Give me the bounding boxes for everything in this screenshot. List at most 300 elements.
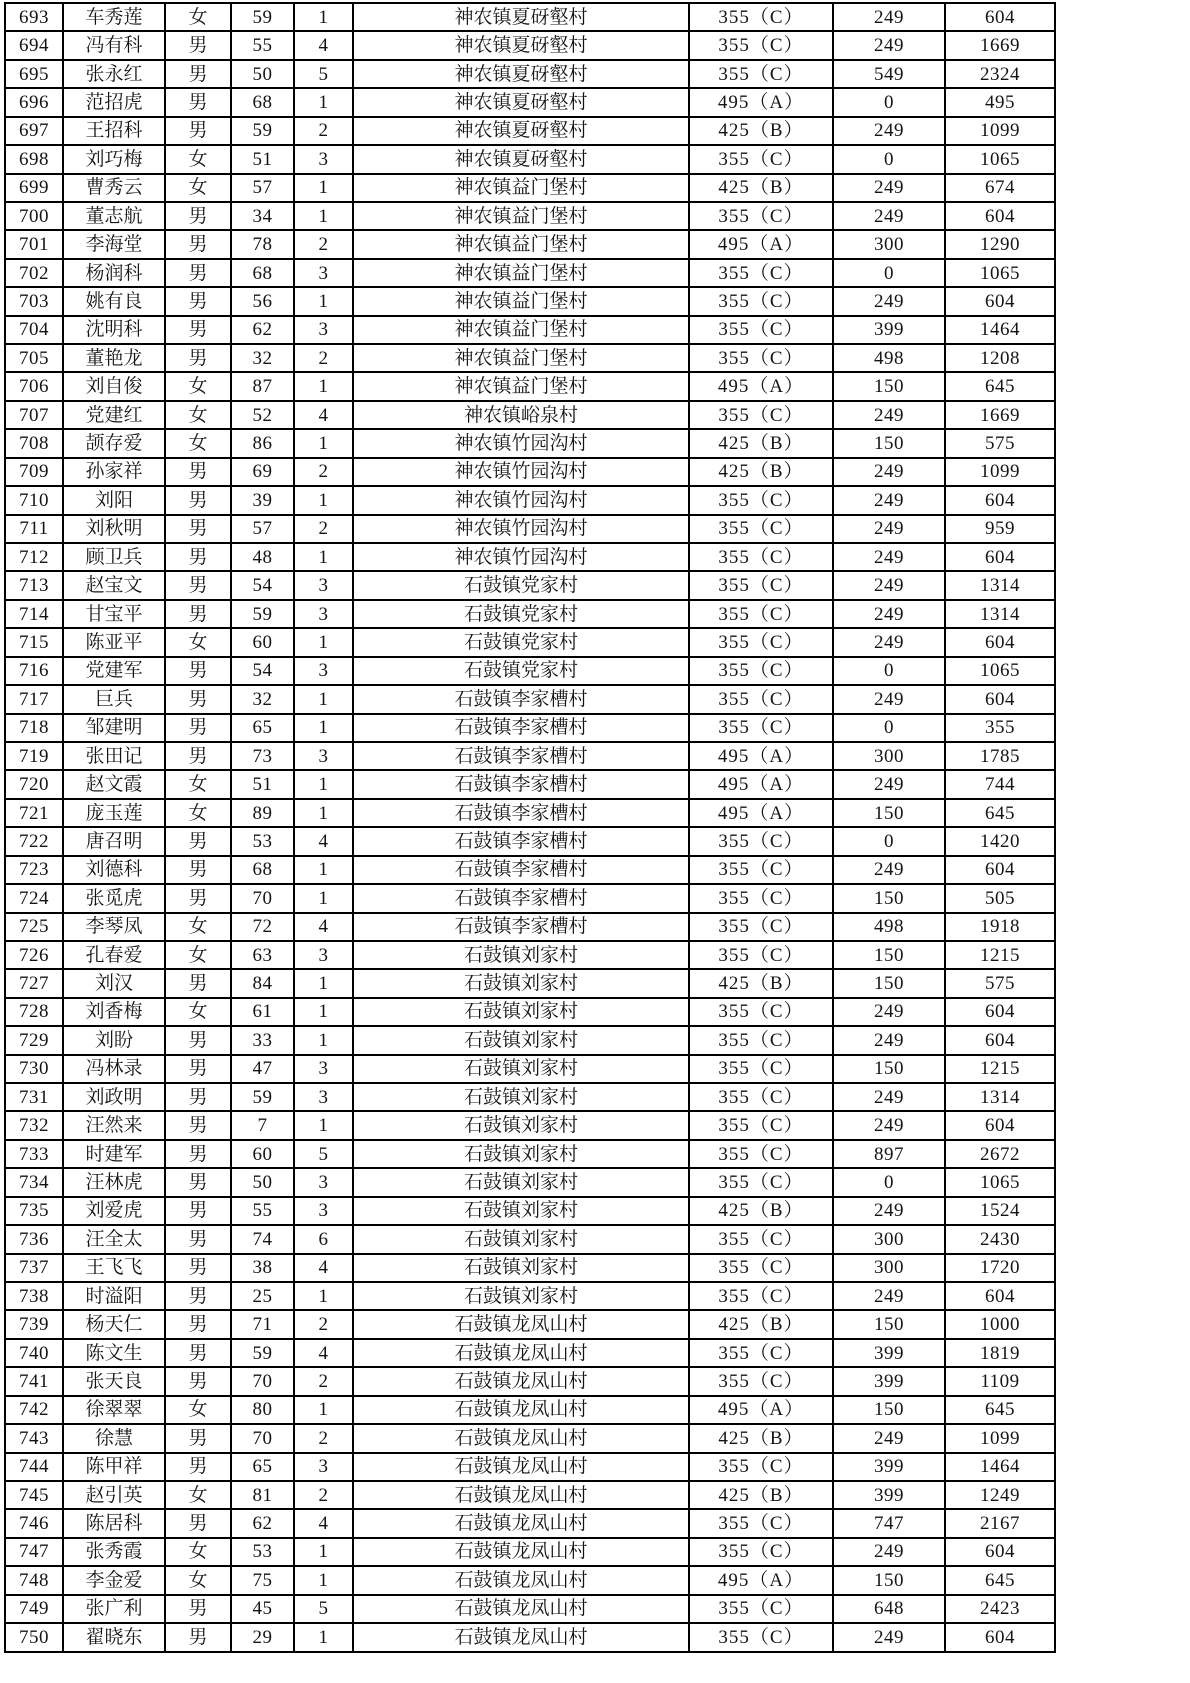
cell-age: 62 (231, 1509, 294, 1537)
table-row (5, 1111, 1055, 1139)
cell-total: 1420 (945, 827, 1055, 855)
cell-count: 3 (294, 145, 353, 173)
cell-village: 神农镇益门堡村 (353, 174, 689, 202)
cell-count: 1 (294, 1396, 353, 1424)
cell-age: 86 (231, 429, 294, 457)
table-row (5, 316, 1055, 344)
cell-grade: 425（B） (689, 174, 833, 202)
cell-gender: 女 (165, 401, 231, 429)
cell-grade: 495（A） (689, 1396, 833, 1424)
cell-count: 3 (294, 1197, 353, 1225)
cell-age: 55 (231, 1197, 294, 1225)
cell-name: 车秀莲 (63, 3, 165, 31)
cell-count: 1 (294, 543, 353, 571)
cell-age: 69 (231, 458, 294, 486)
cell-gender: 男 (165, 117, 231, 145)
cell-grade: 355（C） (689, 1367, 833, 1395)
cell-name: 徐慧 (63, 1424, 165, 1452)
cell-count: 1 (294, 714, 353, 742)
cell-grade: 355（C） (689, 259, 833, 287)
cell-village: 石鼓镇李家槽村 (353, 742, 689, 770)
cell-name: 董艳龙 (63, 344, 165, 372)
cell-count: 3 (294, 1083, 353, 1111)
cell-supplement: 249 (833, 401, 945, 429)
cell-village: 石鼓镇李家槽村 (353, 913, 689, 941)
cell-grade: 355（C） (689, 60, 833, 88)
cell-name: 张觅虎 (63, 884, 165, 912)
cell-gender: 女 (165, 799, 231, 827)
table-row (5, 742, 1055, 770)
cell-index: 747 (5, 1538, 63, 1566)
cell-gender: 男 (165, 486, 231, 514)
table-row (5, 657, 1055, 685)
cell-total: 1249 (945, 1481, 1055, 1509)
cell-grade: 355（C） (689, 1538, 833, 1566)
cell-total: 604 (945, 1538, 1055, 1566)
cell-supplement: 249 (833, 458, 945, 486)
cell-name: 汪林虎 (63, 1168, 165, 1196)
cell-total: 604 (945, 486, 1055, 514)
cell-index: 726 (5, 941, 63, 969)
table-row (5, 174, 1055, 202)
cell-total: 674 (945, 174, 1055, 202)
cell-supplement: 897 (833, 1140, 945, 1168)
cell-age: 60 (231, 628, 294, 656)
cell-grade: 495（A） (689, 1566, 833, 1594)
cell-grade: 355（C） (689, 3, 833, 31)
cell-index: 731 (5, 1083, 63, 1111)
cell-name: 徐翠翠 (63, 1396, 165, 1424)
cell-grade: 495（A） (689, 88, 833, 116)
cell-age: 74 (231, 1225, 294, 1253)
cell-gender: 男 (165, 543, 231, 571)
cell-gender: 男 (165, 1197, 231, 1225)
cell-index: 736 (5, 1225, 63, 1253)
cell-index: 745 (5, 1481, 63, 1509)
cell-name: 陈亚平 (63, 628, 165, 656)
cell-name: 冯林录 (63, 1055, 165, 1083)
cell-village: 石鼓镇龙凤山村 (353, 1310, 689, 1338)
cell-count: 1 (294, 287, 353, 315)
cell-count: 2 (294, 1424, 353, 1452)
cell-count: 1 (294, 685, 353, 713)
cell-total: 1215 (945, 1055, 1055, 1083)
cell-total: 604 (945, 3, 1055, 31)
table-row (5, 1424, 1055, 1452)
cell-grade: 355（C） (689, 1339, 833, 1367)
cell-grade: 425（B） (689, 969, 833, 997)
cell-supplement: 249 (833, 1026, 945, 1054)
cell-age: 48 (231, 543, 294, 571)
cell-index: 709 (5, 458, 63, 486)
cell-index: 702 (5, 259, 63, 287)
cell-age: 52 (231, 401, 294, 429)
table-row (5, 1310, 1055, 1338)
cell-supplement: 150 (833, 1055, 945, 1083)
cell-supplement: 249 (833, 1282, 945, 1310)
table-row (5, 827, 1055, 855)
cell-name: 党建军 (63, 657, 165, 685)
cell-supplement: 0 (833, 259, 945, 287)
cell-gender: 男 (165, 1168, 231, 1196)
cell-supplement: 0 (833, 1168, 945, 1196)
cell-total: 1720 (945, 1254, 1055, 1282)
table-row (5, 429, 1055, 457)
cell-grade: 355（C） (689, 571, 833, 599)
cell-age: 62 (231, 316, 294, 344)
cell-name: 翟晓东 (63, 1623, 165, 1652)
cell-count: 2 (294, 344, 353, 372)
cell-count: 5 (294, 1140, 353, 1168)
cell-village: 石鼓镇李家槽村 (353, 714, 689, 742)
cell-name: 李金爱 (63, 1566, 165, 1594)
cell-gender: 男 (165, 1282, 231, 1310)
cell-village: 神农镇竹园沟村 (353, 429, 689, 457)
cell-age: 51 (231, 770, 294, 798)
cell-name: 张永红 (63, 60, 165, 88)
cell-supplement: 249 (833, 1424, 945, 1452)
cell-village: 石鼓镇龙凤山村 (353, 1367, 689, 1395)
cell-grade: 425（B） (689, 429, 833, 457)
cell-total: 2324 (945, 60, 1055, 88)
cell-grade: 355（C） (689, 685, 833, 713)
cell-total: 604 (945, 1026, 1055, 1054)
cell-index: 718 (5, 714, 63, 742)
cell-count: 1 (294, 429, 353, 457)
cell-total: 604 (945, 1623, 1055, 1652)
cell-age: 60 (231, 1140, 294, 1168)
cell-grade: 355（C） (689, 1083, 833, 1111)
table-row (5, 1538, 1055, 1566)
cell-village: 神农镇夏砑壑村 (353, 117, 689, 145)
cell-age: 70 (231, 1367, 294, 1395)
cell-village: 石鼓镇李家槽村 (353, 884, 689, 912)
cell-supplement: 249 (833, 856, 945, 884)
table-row (5, 941, 1055, 969)
cell-age: 55 (231, 31, 294, 59)
cell-grade: 355（C） (689, 657, 833, 685)
cell-supplement: 150 (833, 969, 945, 997)
cell-count: 3 (294, 259, 353, 287)
cell-gender: 男 (165, 1310, 231, 1338)
cell-index: 744 (5, 1453, 63, 1481)
cell-name: 李海堂 (63, 230, 165, 258)
cell-village: 石鼓镇李家槽村 (353, 770, 689, 798)
cell-village: 神农镇竹园沟村 (353, 515, 689, 543)
cell-total: 1099 (945, 1424, 1055, 1452)
cell-supplement: 300 (833, 230, 945, 258)
cell-gender: 男 (165, 1339, 231, 1367)
cell-name: 曹秀云 (63, 174, 165, 202)
cell-village: 神农镇益门堡村 (353, 372, 689, 400)
cell-name: 董志航 (63, 202, 165, 230)
cell-index: 741 (5, 1367, 63, 1395)
cell-supplement: 249 (833, 515, 945, 543)
cell-index: 708 (5, 429, 63, 457)
cell-total: 604 (945, 287, 1055, 315)
cell-count: 1 (294, 1623, 353, 1652)
cell-total: 1065 (945, 657, 1055, 685)
benefit-roster-table (4, 2, 1056, 1653)
cell-total: 1290 (945, 230, 1055, 258)
cell-gender: 男 (165, 287, 231, 315)
cell-grade: 495（A） (689, 742, 833, 770)
cell-name: 巨兵 (63, 685, 165, 713)
cell-name: 颉存爱 (63, 429, 165, 457)
cell-gender: 男 (165, 515, 231, 543)
cell-total: 2423 (945, 1595, 1055, 1623)
cell-total: 2672 (945, 1140, 1055, 1168)
cell-grade: 355（C） (689, 628, 833, 656)
cell-grade: 495（A） (689, 372, 833, 400)
cell-supplement: 0 (833, 714, 945, 742)
cell-count: 1 (294, 884, 353, 912)
cell-index: 710 (5, 486, 63, 514)
cell-index: 720 (5, 770, 63, 798)
cell-supplement: 399 (833, 1453, 945, 1481)
table-row (5, 969, 1055, 997)
cell-grade: 425（B） (689, 1481, 833, 1509)
cell-village: 石鼓镇党家村 (353, 600, 689, 628)
cell-name: 刘政明 (63, 1083, 165, 1111)
cell-supplement: 150 (833, 1310, 945, 1338)
cell-count: 1 (294, 372, 353, 400)
cell-supplement: 249 (833, 600, 945, 628)
cell-supplement: 0 (833, 827, 945, 855)
cell-gender: 男 (165, 1225, 231, 1253)
cell-total: 1208 (945, 344, 1055, 372)
table-body (5, 3, 1055, 1652)
cell-index: 734 (5, 1168, 63, 1196)
cell-name: 甘宝平 (63, 600, 165, 628)
table-row (5, 600, 1055, 628)
cell-village: 石鼓镇刘家村 (353, 1140, 689, 1168)
cell-gender: 男 (165, 1026, 231, 1054)
cell-supplement: 399 (833, 316, 945, 344)
cell-grade: 355（C） (689, 1140, 833, 1168)
cell-name: 杨天仁 (63, 1310, 165, 1338)
table-row (5, 515, 1055, 543)
cell-gender: 男 (165, 1424, 231, 1452)
cell-grade: 355（C） (689, 202, 833, 230)
cell-village: 石鼓镇龙凤山村 (353, 1595, 689, 1623)
cell-village: 石鼓镇刘家村 (353, 1083, 689, 1111)
cell-grade: 425（B） (689, 458, 833, 486)
cell-grade: 355（C） (689, 401, 833, 429)
cell-village: 石鼓镇龙凤山村 (353, 1396, 689, 1424)
cell-name: 刘自俊 (63, 372, 165, 400)
cell-total: 1464 (945, 316, 1055, 344)
cell-index: 693 (5, 3, 63, 31)
cell-total: 604 (945, 1111, 1055, 1139)
table-row (5, 1566, 1055, 1594)
cell-village: 神农镇夏砑壑村 (353, 60, 689, 88)
table-row (5, 998, 1055, 1026)
cell-gender: 男 (165, 259, 231, 287)
cell-gender: 男 (165, 1623, 231, 1652)
table-row (5, 1623, 1055, 1652)
cell-count: 1 (294, 1111, 353, 1139)
cell-village: 石鼓镇龙凤山村 (353, 1623, 689, 1652)
cell-gender: 男 (165, 1083, 231, 1111)
cell-total: 1109 (945, 1367, 1055, 1395)
cell-grade: 355（C） (689, 1168, 833, 1196)
cell-gender: 男 (165, 1509, 231, 1537)
cell-count: 1 (294, 88, 353, 116)
cell-village: 石鼓镇龙凤山村 (353, 1424, 689, 1452)
cell-index: 698 (5, 145, 63, 173)
cell-age: 54 (231, 571, 294, 599)
cell-name: 顾卫兵 (63, 543, 165, 571)
cell-total: 645 (945, 372, 1055, 400)
cell-supplement: 300 (833, 1225, 945, 1253)
table-row (5, 1396, 1055, 1424)
table-row (5, 401, 1055, 429)
cell-supplement: 249 (833, 628, 945, 656)
cell-total: 604 (945, 1282, 1055, 1310)
cell-gender: 女 (165, 145, 231, 173)
cell-total: 505 (945, 884, 1055, 912)
cell-gender: 男 (165, 1140, 231, 1168)
table-row (5, 1282, 1055, 1310)
cell-gender: 男 (165, 31, 231, 59)
cell-name: 张秀霞 (63, 1538, 165, 1566)
cell-index: 719 (5, 742, 63, 770)
cell-count: 1 (294, 1026, 353, 1054)
cell-grade: 355（C） (689, 1111, 833, 1139)
cell-supplement: 0 (833, 145, 945, 173)
cell-name: 庞玉莲 (63, 799, 165, 827)
cell-count: 1 (294, 3, 353, 31)
cell-index: 713 (5, 571, 63, 599)
cell-village: 石鼓镇龙凤山村 (353, 1566, 689, 1594)
cell-name: 冯有科 (63, 31, 165, 59)
cell-supplement: 150 (833, 1566, 945, 1594)
cell-gender: 男 (165, 969, 231, 997)
cell-village: 神农镇夏砑壑村 (353, 3, 689, 31)
cell-index: 701 (5, 230, 63, 258)
cell-grade: 355（C） (689, 913, 833, 941)
cell-supplement: 249 (833, 287, 945, 315)
cell-age: 59 (231, 600, 294, 628)
cell-count: 3 (294, 1453, 353, 1481)
cell-gender: 女 (165, 3, 231, 31)
table-row (5, 1083, 1055, 1111)
cell-age: 73 (231, 742, 294, 770)
cell-count: 1 (294, 770, 353, 798)
cell-index: 750 (5, 1623, 63, 1652)
cell-age: 56 (231, 287, 294, 315)
cell-index: 730 (5, 1055, 63, 1083)
cell-index: 711 (5, 515, 63, 543)
cell-gender: 男 (165, 742, 231, 770)
cell-total: 575 (945, 429, 1055, 457)
cell-gender: 女 (165, 429, 231, 457)
cell-age: 59 (231, 1339, 294, 1367)
cell-gender: 男 (165, 856, 231, 884)
table-row (5, 685, 1055, 713)
cell-supplement: 648 (833, 1595, 945, 1623)
table-row (5, 1055, 1055, 1083)
cell-count: 1 (294, 486, 353, 514)
cell-supplement: 399 (833, 1339, 945, 1367)
table-row (5, 1197, 1055, 1225)
table-row (5, 1367, 1055, 1395)
cell-total: 1065 (945, 259, 1055, 287)
cell-index: 733 (5, 1140, 63, 1168)
cell-index: 743 (5, 1424, 63, 1452)
cell-gender: 男 (165, 1367, 231, 1395)
cell-total: 1099 (945, 117, 1055, 145)
cell-age: 51 (231, 145, 294, 173)
cell-village: 神农镇夏砑壑村 (353, 145, 689, 173)
cell-gender: 男 (165, 316, 231, 344)
cell-name: 邹建明 (63, 714, 165, 742)
cell-count: 4 (294, 1509, 353, 1537)
table-row (5, 571, 1055, 599)
cell-village: 石鼓镇刘家村 (353, 998, 689, 1026)
table-row (5, 1026, 1055, 1054)
cell-count: 1 (294, 202, 353, 230)
cell-grade: 355（C） (689, 827, 833, 855)
cell-total: 604 (945, 998, 1055, 1026)
cell-age: 63 (231, 941, 294, 969)
cell-total: 645 (945, 1396, 1055, 1424)
cell-index: 712 (5, 543, 63, 571)
cell-count: 4 (294, 827, 353, 855)
cell-grade: 495（A） (689, 770, 833, 798)
cell-total: 604 (945, 628, 1055, 656)
table-row (5, 230, 1055, 258)
cell-gender: 男 (165, 88, 231, 116)
cell-supplement: 0 (833, 88, 945, 116)
cell-index: 700 (5, 202, 63, 230)
cell-grade: 355（C） (689, 714, 833, 742)
table-row (5, 1453, 1055, 1481)
cell-gender: 男 (165, 230, 231, 258)
cell-age: 38 (231, 1254, 294, 1282)
cell-gender: 女 (165, 941, 231, 969)
cell-age: 39 (231, 486, 294, 514)
cell-supplement: 747 (833, 1509, 945, 1537)
cell-age: 65 (231, 1453, 294, 1481)
cell-total: 604 (945, 856, 1055, 884)
table-row (5, 88, 1055, 116)
cell-gender: 男 (165, 1111, 231, 1139)
cell-age: 89 (231, 799, 294, 827)
cell-count: 1 (294, 969, 353, 997)
cell-supplement: 249 (833, 1538, 945, 1566)
cell-grade: 355（C） (689, 1453, 833, 1481)
cell-supplement: 249 (833, 31, 945, 59)
cell-index: 727 (5, 969, 63, 997)
cell-index: 732 (5, 1111, 63, 1139)
cell-count: 4 (294, 401, 353, 429)
cell-count: 6 (294, 1225, 353, 1253)
cell-total: 959 (945, 515, 1055, 543)
table-row (5, 60, 1055, 88)
cell-index: 704 (5, 316, 63, 344)
cell-village: 石鼓镇刘家村 (353, 941, 689, 969)
cell-supplement: 249 (833, 543, 945, 571)
cell-index: 715 (5, 628, 63, 656)
cell-name: 张广利 (63, 1595, 165, 1623)
cell-village: 神农镇夏砑壑村 (353, 88, 689, 116)
cell-count: 1 (294, 174, 353, 202)
cell-grade: 355（C） (689, 1282, 833, 1310)
cell-total: 355 (945, 714, 1055, 742)
table-row (5, 1595, 1055, 1623)
